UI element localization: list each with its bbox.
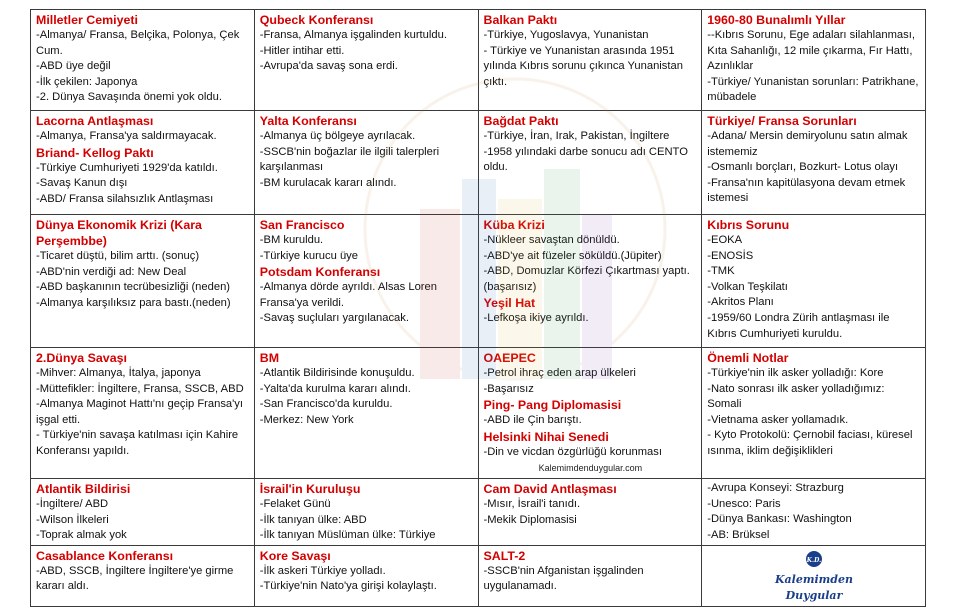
note-line: -Avrupa'da savaş sona erdi. <box>259 60 398 73</box>
note-line: -Nükleer savaştan dönüldü. <box>483 234 620 246</box>
note-cell <box>31 348 255 479</box>
note-line: -ENOSİS <box>707 249 754 262</box>
note-cell <box>478 348 702 479</box>
note-line: -SSCB'nin Afganistan işgalinden uygulanamadı. <box>483 564 644 593</box>
note-line: -İlk çekilen: Japonya <box>36 75 138 88</box>
note-cell <box>31 111 255 215</box>
section-title: Potsdam Konferansı <box>259 265 381 280</box>
section-title: Bağdat Paktı <box>483 114 559 128</box>
section-title: Helsinki Nihai Senedi <box>483 429 609 444</box>
section-title: San Francisco <box>259 218 345 232</box>
note-cell <box>702 478 926 545</box>
notes-row <box>31 478 926 545</box>
section-title: 1960-80 Bunalımlı Yıllar <box>707 13 846 27</box>
section-title: Milletler Cemiyeti <box>36 13 138 27</box>
note-line: -ABD, SSCB, İngiltere İngiltere'ye girme kararı aldı. <box>36 564 234 593</box>
note-line: -Müttefikler: İngiltere, Fransa, SSCB, ABD <box>36 382 244 395</box>
note-line: -Petrol ihraç eden arap ülkeleri <box>483 367 636 379</box>
note-line: -Wilson İlkeleri <box>36 513 109 526</box>
note-line: -2. Dünya Savaşında önemi yok oldu. <box>36 91 222 104</box>
note-line: - Türkiye ve Yunanistan arasında 1951 yılında Kıbrıs sorunu çıkınca Yunanistan çıktı. <box>483 44 683 88</box>
note-line: -Hitler intihar etti. <box>259 44 345 57</box>
note-line: -Türkiye/ Yunanistan sorunları: Patrikhane, mübadele <box>707 75 919 104</box>
note-cell <box>254 10 478 111</box>
note-cell <box>702 545 926 606</box>
note-cell <box>254 478 478 545</box>
note-cell <box>31 215 255 348</box>
note-line: -Türkiye Cumhuriyeti 1929'da katıldı. <box>36 161 218 174</box>
note-line: -Almanya üç bölgeye ayrılacak. <box>259 130 416 142</box>
note-cell <box>478 215 702 348</box>
section-title: 2.Dünya Savaşı <box>36 351 127 365</box>
note-line: -Almanya, Fransa'ya saldırmayacak. <box>36 130 217 142</box>
notes-row <box>31 215 926 348</box>
brand-logo <box>707 549 921 605</box>
note-line: -SSCB'nin boğazlar ile ilgili talerpleri karşılanması <box>259 145 440 174</box>
note-line: - Türkiye'nin savaşa katılması için Kahire Konferansı yapıldı. <box>36 429 239 457</box>
note-line: -Türkiye, İran, Irak, Pakistan, İngiltere <box>483 130 670 142</box>
logo-text: Kalemimden <box>775 572 854 586</box>
note-line: -Türkiye kurucu üye <box>259 249 358 262</box>
note-line: -BM kuruldu. <box>259 234 324 246</box>
note-line: -ABD/ Fransa silahsızlık Antlaşması <box>36 192 214 205</box>
site-credit: Kalemimdenduygular.com <box>538 463 643 474</box>
note-line: -ABD başkanının tecrübesizliği (neden) <box>36 281 231 294</box>
logo-text: Duygular <box>785 588 843 602</box>
note-line: -Mısır, İsrail'i tanıdı. <box>483 497 581 510</box>
note-line: -Unesco: Paris <box>707 497 781 510</box>
note-line: -Başarısız <box>483 382 534 395</box>
notes-row <box>31 111 926 215</box>
section-title: Küba Krizi <box>483 218 545 232</box>
note-line: -Almanya karşılıksız para bastı.(neden) <box>36 296 231 309</box>
note-cell <box>478 10 702 111</box>
note-cell <box>478 478 702 545</box>
note-line: -Fransa, Almanya işgalinden kurtuldu. <box>259 29 447 41</box>
note-line: -Lefkoşa ikiye ayrıldı. <box>483 312 589 325</box>
section-title: Qubeck Konferansı <box>259 13 374 27</box>
note-line: -Avrupa Konseyi: Strazburg <box>707 481 844 494</box>
notes-table <box>30 9 926 607</box>
section-title: Atlantik Bildirisi <box>36 481 131 496</box>
section-title: BM <box>259 351 280 365</box>
note-line: -Fransa'nın kapitülasyona devam etmek istemesi <box>707 176 906 205</box>
note-line: -Mihver: Almanya, İtalya, japonya <box>36 367 201 379</box>
note-line: -İlk askeri Türkiye yolladı. <box>259 564 386 577</box>
note-line: -ABD, Domuzlar Körfezi Çıkartması yaptı. (başarısız) <box>483 265 690 293</box>
section-title: SALT-2 <box>483 548 526 563</box>
notes-row <box>31 10 926 111</box>
note-line: -Ticaret düştü, bilim arttı. (sonuç) <box>36 250 200 262</box>
note-line: -AB: Brüksel <box>707 528 770 541</box>
note-line: -Vietnama asker yollamadık. <box>707 413 849 426</box>
note-line: -1959/60 Londra Zürih antlaşması ile Kıbrıs Cumhuriyeti kuruldu. <box>707 311 890 340</box>
note-line: -Volkan Teşkilatı <box>707 280 788 293</box>
note-cell <box>254 111 478 215</box>
note-line: -TMK <box>707 265 735 278</box>
note-line: -Dünya Bankası: Washington <box>707 513 852 526</box>
section-title: Kore Savaşı <box>259 548 331 563</box>
section-title: Kıbrıs Sorunu <box>707 218 790 232</box>
note-line: -Atlantik Bildirisinde konuşuldu. <box>259 367 415 379</box>
note-line: -Mekik Diplomasisi <box>483 513 577 526</box>
note-line: -BM kurulacak kararı alındı. <box>259 176 397 189</box>
section-title: Balkan Paktı <box>483 13 558 27</box>
note-line: -Türkiye'nin Nato'ya girişi kolaylaştı. <box>259 580 437 593</box>
notes-row <box>31 545 926 606</box>
note-line: -Türkiye, Yugoslavya, Yunanistan <box>483 29 649 41</box>
note-line: -İlk tanıyan Müslüman ülke: Türkiye <box>259 529 436 542</box>
note-line: -ABD'nin verdiği ad: New Deal <box>36 265 187 278</box>
section-title: Cam David Antlaşması <box>483 481 617 496</box>
notes-row <box>31 348 926 479</box>
note-cell <box>254 545 478 606</box>
note-cell <box>702 10 926 111</box>
note-line: -Adana/ Mersin demiryolunu satın almak istememiz <box>707 130 908 158</box>
note-line: -Almanya Maginot Hattı'nı geçip Fransa'yı işgal etti. <box>36 398 243 426</box>
section-title: Türkiye/ Fransa Sorunları <box>707 114 857 128</box>
section-title: Briand- Kellog Paktı <box>36 145 154 160</box>
note-line: -Almanya/ Fransa, Belçika, Polonya, Çek Cum. <box>36 29 240 57</box>
note-cell <box>702 111 926 215</box>
section-title: Casablance Konferansı <box>36 548 174 563</box>
note-line: -İngiltere/ ABD <box>36 497 109 510</box>
note-line: -1958 yılındaki darbe sonucu adı CENTO oldu. <box>483 145 688 174</box>
note-line: -Akritos Planı <box>707 296 774 309</box>
note-line: -Felaket Günü <box>259 497 331 510</box>
section-title: Önemli Notlar <box>707 351 789 365</box>
note-line: -Din ve vicdan özgürlüğü korunması <box>483 445 662 458</box>
note-cell <box>478 545 702 606</box>
note-cell <box>254 215 478 348</box>
note-line: -Almanya dörde ayrıldı. Alsas Loren Fransa'ya verildi. <box>259 281 437 309</box>
section-title: Yeşil Hat <box>483 296 536 311</box>
note-line: -Nato sonrası ilk asker yolladığımız: Somali <box>707 382 885 411</box>
note-line: --Kıbrıs Sorunu, Ege adaları silahlanması, Kıta Sahanlığı, 12 mile çıkarma, Fır Hattı, Azınlıklar <box>707 29 915 73</box>
note-line: -Savaş Kanun dışı <box>36 177 128 190</box>
note-cell <box>478 111 702 215</box>
section-title: OAEPEC <box>483 351 536 365</box>
section-title: Lacorna Antlaşması <box>36 114 154 128</box>
note-line: -Türkiye'nin ilk asker yolladığı: Kore <box>707 367 884 379</box>
section-title: Ping- Pang Diplomasisi <box>483 398 622 413</box>
note-line: -Osmanlı borçları, Bozkurt- Lotus olayı <box>707 161 899 174</box>
brand-logo-mark <box>774 549 854 605</box>
notes-sheet <box>30 9 926 604</box>
note-cell <box>702 348 926 479</box>
note-cell <box>31 545 255 606</box>
note-cell <box>254 348 478 479</box>
note-line: -Merkez: New York <box>259 413 354 426</box>
note-line: -Toprak almak yok <box>36 529 127 542</box>
note-line: -İlk tanıyan ülke: ABD <box>259 513 367 526</box>
note-line: -ABD üye değil <box>36 60 111 73</box>
note-cell <box>31 10 255 111</box>
logo-text: K.D. <box>806 556 822 564</box>
note-cell <box>31 478 255 545</box>
note-line: - Kyto Protokolü: Çernobil faciası, küresel ısınma, iklim değişiklikleri <box>707 429 913 457</box>
note-line: -Savaş suçluları yargılanacak. <box>259 312 409 325</box>
section-title: İsrail'in Kuruluşu <box>259 481 361 496</box>
note-line: -ABD'ye ait füzeler söküldü.(Jüpiter) <box>483 249 662 262</box>
note-line: -Yalta'da kurulma kararı alındı. <box>259 382 411 395</box>
note-cell <box>702 215 926 348</box>
note-line: -ABD ile Çin barıştı. <box>483 414 582 427</box>
note-line: -San Francisco'da kuruldu. <box>259 398 393 411</box>
section-title: Yalta Konferansı <box>259 114 357 128</box>
note-line: -EOKA <box>707 234 743 246</box>
section-title: Dünya Ekonomik Krizi (Kara Perşembbe) <box>36 218 202 248</box>
